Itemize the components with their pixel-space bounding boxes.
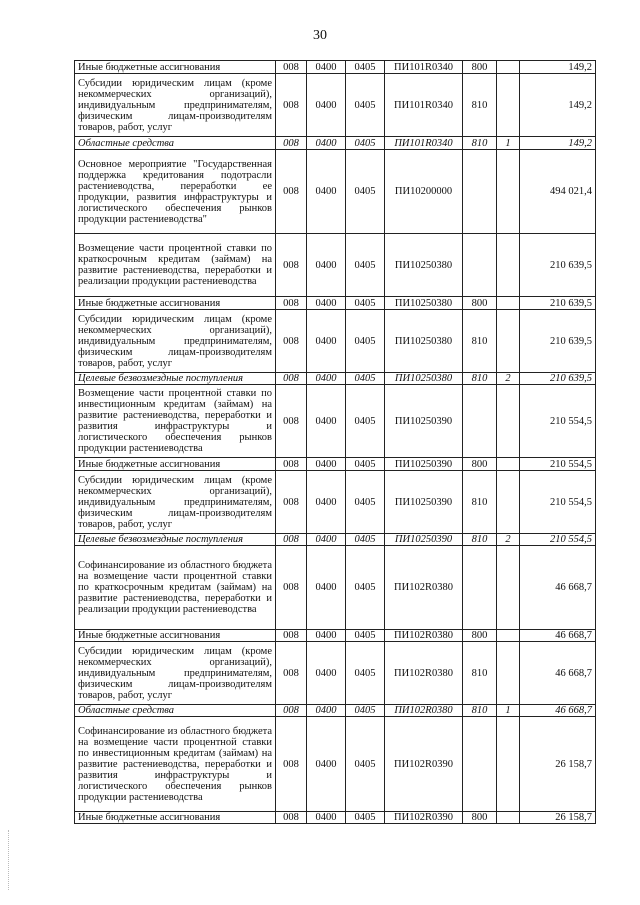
cell-ministry: 008 [276, 373, 307, 385]
table-row [75, 642, 596, 705]
table-row [75, 546, 596, 630]
cell-amount: 210 554,5 [520, 471, 596, 534]
cell-name: Областные средства [75, 137, 276, 150]
cell-ministry: 008 [276, 717, 307, 812]
cell-expense-type [463, 385, 497, 458]
cell-subsection: 0405 [346, 61, 385, 74]
cell-ministry: 008 [276, 630, 307, 642]
cell-subsection: 0405 [346, 630, 385, 642]
cell-amount: 210 639,5 [520, 373, 596, 385]
cell-section: 0400 [307, 642, 346, 705]
cell-section: 0400 [307, 234, 346, 297]
cell-section: 0400 [307, 812, 346, 824]
cell-expense-type [463, 717, 497, 812]
cell-target-article: ПИ10250380 [385, 310, 463, 373]
cell-target-article: ПИ102R0380 [385, 642, 463, 705]
cell-fund-source [497, 458, 520, 471]
cell-name: Возмещение части процентной ставки по инвестиционным кредитам (займам) на развитие растениеводства, переработки и развития инфраструктуры и логистического обеспечения рынков продукции растениеводства [75, 385, 276, 458]
table-row [75, 630, 596, 642]
table-row [75, 74, 596, 137]
cell-fund-source [497, 234, 520, 297]
cell-name: Иные бюджетные ассигнования [75, 297, 276, 310]
cell-expense-type: 810 [463, 310, 497, 373]
cell-ministry: 008 [276, 137, 307, 150]
cell-amount: 46 668,7 [520, 642, 596, 705]
table-row [75, 812, 596, 824]
table-row [75, 534, 596, 546]
cell-fund-source: 2 [497, 534, 520, 546]
cell-section: 0400 [307, 74, 346, 137]
cell-name: Возмещение части процентной ставки по краткосрочным кредитам (займам) на развитие растениеводства, переработки и реализации продукции растениеводства [75, 234, 276, 297]
cell-name: Субсидии юридическим лицам (кроме некоммерческих организаций), индивидуальным предпринимателям, физическим лицам-производителям товаров, работ, услуг [75, 310, 276, 373]
cell-amount: 149,2 [520, 137, 596, 150]
cell-expense-type [463, 150, 497, 234]
cell-expense-type: 810 [463, 74, 497, 137]
cell-target-article: ПИ10250390 [385, 385, 463, 458]
cell-section: 0400 [307, 297, 346, 310]
cell-target-article: ПИ10250380 [385, 234, 463, 297]
cell-section: 0400 [307, 534, 346, 546]
cell-amount: 149,2 [520, 74, 596, 137]
cell-name: Иные бюджетные ассигнования [75, 630, 276, 642]
table-row [75, 471, 596, 534]
cell-fund-source: 2 [497, 373, 520, 385]
cell-amount: 210 639,5 [520, 234, 596, 297]
cell-section: 0400 [307, 150, 346, 234]
cell-expense-type: 810 [463, 373, 497, 385]
cell-name: Целевые безвозмездные поступления [75, 534, 276, 546]
cell-subsection: 0405 [346, 812, 385, 824]
cell-amount: 210 554,5 [520, 534, 596, 546]
cell-expense-type: 810 [463, 705, 497, 717]
table-row [75, 150, 596, 234]
cell-expense-type: 800 [463, 297, 497, 310]
cell-expense-type: 800 [463, 812, 497, 824]
cell-name: Субсидии юридическим лицам (кроме некоммерческих организаций), индивидуальным предпринимателям, физическим лицам-производителям товаров, работ, услуг [75, 471, 276, 534]
cell-expense-type: 810 [463, 642, 497, 705]
cell-target-article: ПИ102R0380 [385, 630, 463, 642]
cell-subsection: 0405 [346, 705, 385, 717]
cell-ministry: 008 [276, 534, 307, 546]
cell-ministry: 008 [276, 234, 307, 297]
cell-name: Иные бюджетные ассигнования [75, 61, 276, 74]
table-row [75, 310, 596, 373]
cell-name: Софинансирование из областного бюджета на возмещение части процентной ставки по инвестиционным кредитам (займам) на развитие растениеводства, переработки и развития инфраструктуры и логистического обеспечения рынков продукции растениеводства [75, 717, 276, 812]
cell-amount: 46 668,7 [520, 546, 596, 630]
cell-name: Софинансирование из областного бюджета на возмещение части процентной ставки по краткосрочным кредитам (займам) на развитие растениеводства, переработки и реализации продукции растениеводства [75, 546, 276, 630]
cell-expense-type: 810 [463, 534, 497, 546]
cell-amount: 210 554,5 [520, 385, 596, 458]
cell-section: 0400 [307, 61, 346, 74]
cell-expense-type: 810 [463, 471, 497, 534]
cell-expense-type: 810 [463, 137, 497, 150]
cell-target-article: ПИ102R0390 [385, 717, 463, 812]
table-row [75, 385, 596, 458]
cell-amount: 210 554,5 [520, 458, 596, 471]
cell-amount: 210 639,5 [520, 297, 596, 310]
cell-subsection: 0405 [346, 385, 385, 458]
cell-target-article: ПИ102R0380 [385, 705, 463, 717]
cell-section: 0400 [307, 310, 346, 373]
cell-subsection: 0405 [346, 373, 385, 385]
cell-section: 0400 [307, 471, 346, 534]
cell-fund-source [497, 546, 520, 630]
cell-expense-type: 800 [463, 458, 497, 471]
cell-name: Областные средства [75, 705, 276, 717]
cell-expense-type [463, 546, 497, 630]
cell-ministry: 008 [276, 546, 307, 630]
cell-fund-source [497, 630, 520, 642]
cell-subsection: 0405 [346, 150, 385, 234]
cell-amount: 46 668,7 [520, 630, 596, 642]
table-row [75, 373, 596, 385]
table-row [75, 297, 596, 310]
table-row [75, 137, 596, 150]
cell-expense-type: 800 [463, 61, 497, 74]
table-row [75, 705, 596, 717]
cell-fund-source [497, 74, 520, 137]
cell-section: 0400 [307, 546, 346, 630]
table-row [75, 458, 596, 471]
cell-name: Субсидии юридическим лицам (кроме некоммерческих организаций), индивидуальным предпринимателям, физическим лицам-производителям товаров, работ, услуг [75, 642, 276, 705]
cell-ministry: 008 [276, 705, 307, 717]
cell-subsection: 0405 [346, 297, 385, 310]
cell-amount: 494 021,4 [520, 150, 596, 234]
cell-subsection: 0405 [346, 717, 385, 812]
cell-fund-source: 1 [497, 137, 520, 150]
table-row [75, 61, 596, 74]
cell-subsection: 0405 [346, 458, 385, 471]
cell-subsection: 0405 [346, 74, 385, 137]
cell-target-article: ПИ10200000 [385, 150, 463, 234]
cell-subsection: 0405 [346, 642, 385, 705]
cell-name: Иные бюджетные ассигнования [75, 458, 276, 471]
cell-section: 0400 [307, 458, 346, 471]
budget-table [74, 60, 596, 824]
cell-target-article: ПИ10250380 [385, 373, 463, 385]
cell-ministry: 008 [276, 458, 307, 471]
table-body [75, 61, 596, 824]
cell-name: Иные бюджетные ассигнования [75, 812, 276, 824]
cell-amount: 46 668,7 [520, 705, 596, 717]
cell-section: 0400 [307, 717, 346, 812]
table-row [75, 717, 596, 812]
cell-fund-source [497, 385, 520, 458]
scan-edge-mark [8, 830, 10, 890]
cell-expense-type [463, 234, 497, 297]
cell-fund-source [497, 642, 520, 705]
cell-section: 0400 [307, 385, 346, 458]
cell-target-article: ПИ101R0340 [385, 74, 463, 137]
cell-fund-source [497, 61, 520, 74]
cell-ministry: 008 [276, 310, 307, 373]
cell-name: Основное мероприятие "Государственная поддержка кредитования подотрасли растениеводства, переработки ее продукции, развития инфраструктуры и логистического обеспечения рынков продукции растениеводства" [75, 150, 276, 234]
cell-name: Целевые безвозмездные поступления [75, 373, 276, 385]
cell-fund-source [497, 310, 520, 373]
cell-target-article: ПИ102R0380 [385, 546, 463, 630]
cell-subsection: 0405 [346, 471, 385, 534]
cell-section: 0400 [307, 373, 346, 385]
cell-ministry: 008 [276, 61, 307, 74]
cell-section: 0400 [307, 705, 346, 717]
cell-fund-source [497, 297, 520, 310]
cell-ministry: 008 [276, 297, 307, 310]
cell-ministry: 008 [276, 74, 307, 137]
cell-section: 0400 [307, 630, 346, 642]
cell-ministry: 008 [276, 385, 307, 458]
cell-fund-source: 1 [497, 705, 520, 717]
cell-amount: 210 639,5 [520, 310, 596, 373]
cell-fund-source [497, 471, 520, 534]
cell-amount: 149,2 [520, 61, 596, 74]
cell-subsection: 0405 [346, 234, 385, 297]
cell-fund-source [497, 717, 520, 812]
cell-expense-type: 800 [463, 630, 497, 642]
page-number: 30 [313, 28, 327, 43]
cell-target-article: ПИ101R0340 [385, 61, 463, 74]
cell-ministry: 008 [276, 642, 307, 705]
cell-target-article: ПИ10250390 [385, 534, 463, 546]
cell-ministry: 008 [276, 812, 307, 824]
cell-subsection: 0405 [346, 137, 385, 150]
cell-section: 0400 [307, 137, 346, 150]
table-row [75, 234, 596, 297]
cell-target-article: ПИ102R0390 [385, 812, 463, 824]
cell-subsection: 0405 [346, 310, 385, 373]
cell-fund-source [497, 150, 520, 234]
cell-target-article: ПИ10250390 [385, 471, 463, 534]
cell-amount: 26 158,7 [520, 717, 596, 812]
cell-target-article: ПИ10250390 [385, 458, 463, 471]
cell-name: Субсидии юридическим лицам (кроме некоммерческих организаций), индивидуальным предпринимателям, физическим лицам-производителям товаров, работ, услуг [75, 74, 276, 137]
cell-subsection: 0405 [346, 534, 385, 546]
cell-subsection: 0405 [346, 546, 385, 630]
cell-fund-source [497, 812, 520, 824]
cell-target-article: ПИ101R0340 [385, 137, 463, 150]
cell-ministry: 008 [276, 471, 307, 534]
cell-target-article: ПИ10250380 [385, 297, 463, 310]
cell-amount: 26 158,7 [520, 812, 596, 824]
cell-ministry: 008 [276, 150, 307, 234]
